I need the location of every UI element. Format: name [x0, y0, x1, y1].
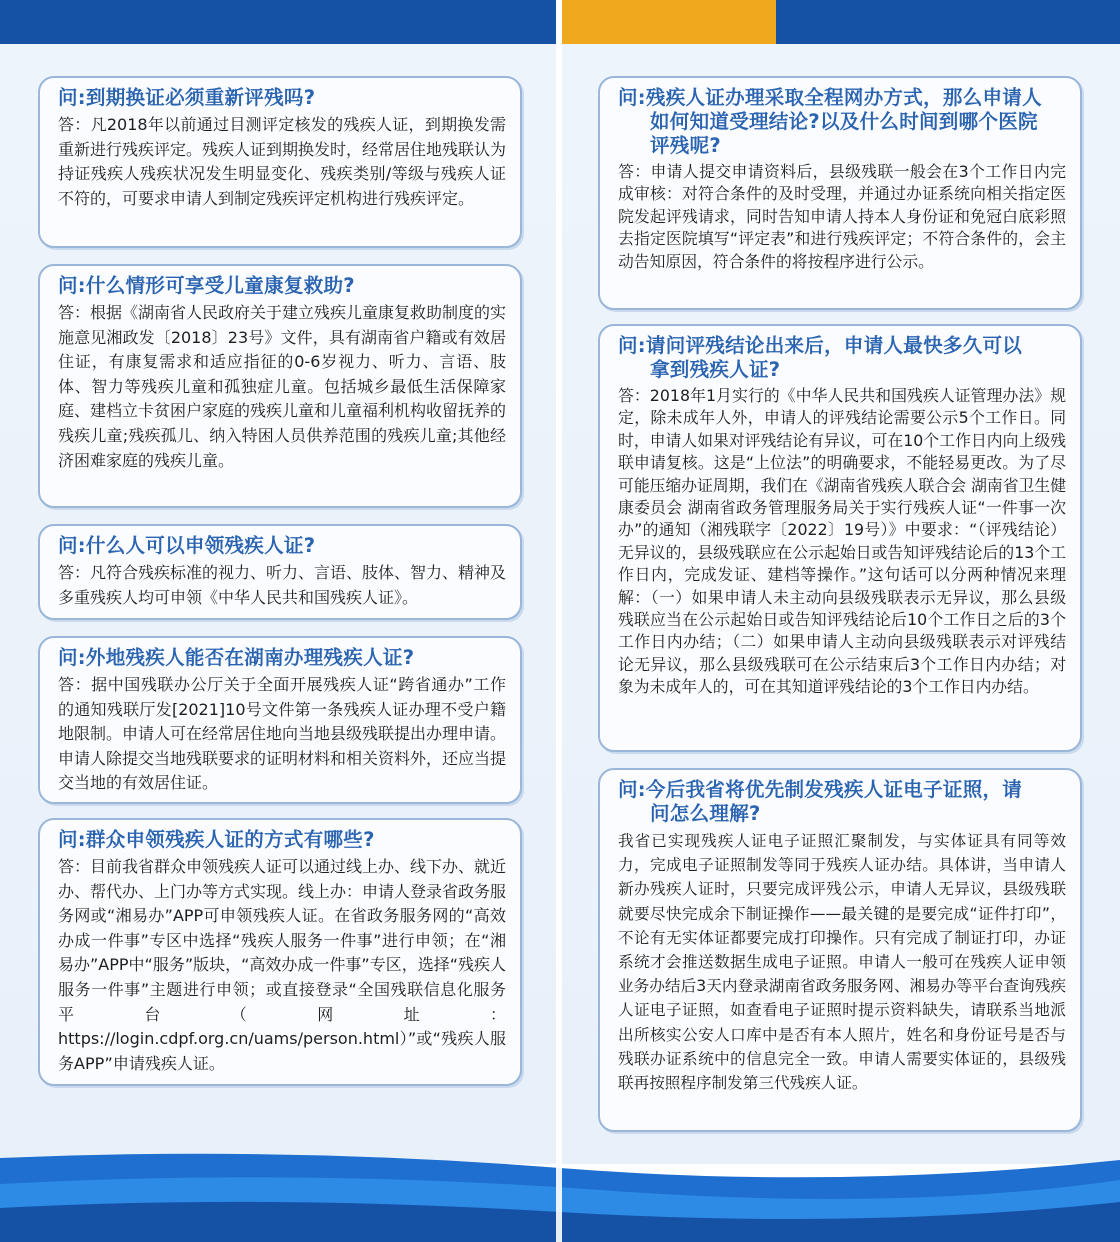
faq-card	[38, 636, 522, 804]
faq-question-line: 如何知道受理结论?以及什么时间到哪个医院	[650, 110, 1038, 133]
faq-answer: 答：2018年1月实行的《中华人民共和国残疾人证管理办法》规定，除未成年人外，申请人的评残结论需要公示5个工作日。同时，申请人如果对评残结论有异议，可在10个工作日内向上级残联申请复核。这是“上位法”的明确要求，不能轻易更改。为了尽可能压缩办证周期，我们在《湖南省残疾人联合会 湖南省卫生健康委员会 湖南省政务管理服务局关于实行残疾人证“一件事一次办”的通知（湘残联字〔2022〕19号）》中要求：“（评残结论）无异议的，县级残联应在公示起始日或告知评残结论后的13个工作日内，完成发证、建档等操作。”这句话可以分两种情况来理解：（一）如果申请人未主动向县级残联表示无异议，那么县级残联应当在公示起始日或告知评残结论后10个工作日之后的3个工作日内办结；（二）如果申请人主动向县级残联表示对评残结论无异议，那么县级残联可在公示结束后3个工作日内办结；对象为未成年人的，可在其知道评残结论的3个工作日内办结。	[618, 386, 1066, 697]
fold-divider	[556, 0, 562, 1242]
faq-question	[618, 334, 1066, 382]
faq-question: 问:什么人可以申领残疾人证?	[58, 534, 316, 557]
faq-card	[38, 264, 522, 508]
faq-card	[38, 818, 522, 1086]
faq-question: 问:外地残疾人能否在湖南办理残疾人证?	[58, 646, 415, 669]
header-accent-block	[561, 0, 776, 44]
faq-answer: 我省已实现残疾人证电子证照汇聚制发，与实体证具有同等效力，完成电子证照制发等同于残疾人证办结。具体讲，当申请人新办残疾人证时，只要完成评残公示，申请人无异议，县级残联就要尽快完成余下制证操作——最关键的是要完成“证件打印”，不论有无实体证都要完成打印操作。只有完成了制证打印，办证系统才会推送数据生成电子证照。申请人一般可在残疾人证申领业务办结后3天内登录湖南省政务服务网、湘易办等平台查询残疾人证电子证照，如查看电子证照时提示资料缺失，请联系当地派出所核实公安人口库中是否有本人照片，姓名和身份证号是否与残联办证系统中的信息完全一致。申请人需要实体证的，县级残联再按照程序制发第三代残疾人证。	[618, 832, 1066, 1093]
footer-waves	[0, 1150, 1120, 1242]
faq-card	[598, 324, 1082, 752]
faq-question	[618, 778, 1066, 826]
faq-question: 问:群众申领残疾人证的方式有哪些?	[58, 828, 375, 851]
faq-card	[598, 768, 1082, 1132]
faq-answer: 答：凡符合残疾标准的视力、听力、言语、肢体、智力、精神及多重残疾人均可申领《中华人民共和国残疾人证》。	[58, 563, 507, 607]
faq-question-line: 评残呢?	[650, 134, 722, 157]
faq-question: 问:到期换证必须重新评残吗?	[58, 86, 316, 109]
faq-question-line: 问:今后我省将优先制发残疾人证电子证照，请	[618, 778, 1023, 801]
wave-decoration	[0, 1150, 1120, 1242]
faq-answer: 答：根据《湖南省人民政府关于建立残疾儿童康复救助制度的实施意见湘政发〔2018〕23号》文件，具有湖南省户籍或有效居住证，有康复需求和适应指征的0-6岁视力、听力、言语、肢体、智力等残疾儿童和孤独症儿童。包括城乡最低生活保障家庭、建档立卡贫困户家庭的残疾儿童和儿童福利机构收留抚养的残疾儿童;残疾孤儿、纳入特困人员供养范围的残疾儿童;其他经济困难家庭的残疾儿童。	[58, 303, 507, 470]
faq-question-line: 问:请问评残结论出来后，申请人最快多久可以	[618, 334, 1023, 357]
faq-answer: 答：目前我省群众申领残疾人证可以通过线上办、线下办、就近办、帮代办、上门办等方式实现。线上办：申请人登录省政务服务网或“湘易办”APP可申领残疾人证。在省政务服务网的“高效办成一件事”专区中选择“残疾人服务一件事”进行申领；在“湘易办”APP中“服务”版块，“高效办成一件事”专区，选择“残疾人服务一件事”主题进行申领；或直接登录“全国残联信息化服务平台（网址：https://login.cdpf.org.cn/uams/person.html）”或“残疾人服务APP”申请残疾人证。	[58, 857, 507, 1073]
faq-answer: 答：据中国残联办公厅关于全面开展残疾人证“跨省通办”工作的通知残联厅发[2021]10号文件第一条残疾人证办理不受户籍地限制。申请人可在经常居住地向当地县级残联提出办理申请。申请人除提交当地残联要求的证明材料和相关资料外，还应当提交当地的有效居住证。	[58, 675, 507, 793]
faq-card	[38, 524, 522, 620]
faq-answer: 答：凡2018年以前通过目测评定核发的残疾人证，到期换发需重新进行残疾评定。残疾人证到期换发时，经常居住地残联认为持证残疾人残疾状况发生明显变化、残疾类别/等级与残疾人证不符的，可要求申请人到制定残疾评定机构进行残疾评定。	[58, 115, 507, 208]
faq-question-line: 问:残疾人证办理采取全程网办方式，那么申请人	[618, 86, 1042, 109]
faq-question-line: 拿到残疾人证?	[650, 358, 781, 381]
faq-card	[598, 76, 1082, 310]
faq-question	[618, 86, 1066, 158]
faq-card	[38, 76, 522, 248]
faq-answer: 答：申请人提交申请资料后，县级残联一般会在3个工作日内完成审核：对符合条件的及时受理，并通过办证系统向相关指定医院发起评残请求，同时告知申请人持本人身份证和免冠白底彩照去指定医院填写“评定表”和进行残疾评定；不符合条件的，会主动告知原因，符合条件的将按程序进行公示。	[618, 162, 1066, 271]
faq-question: 问:什么情形可享受儿童康复救助?	[58, 274, 355, 297]
faq-question-line: 问怎么理解?	[650, 802, 761, 825]
